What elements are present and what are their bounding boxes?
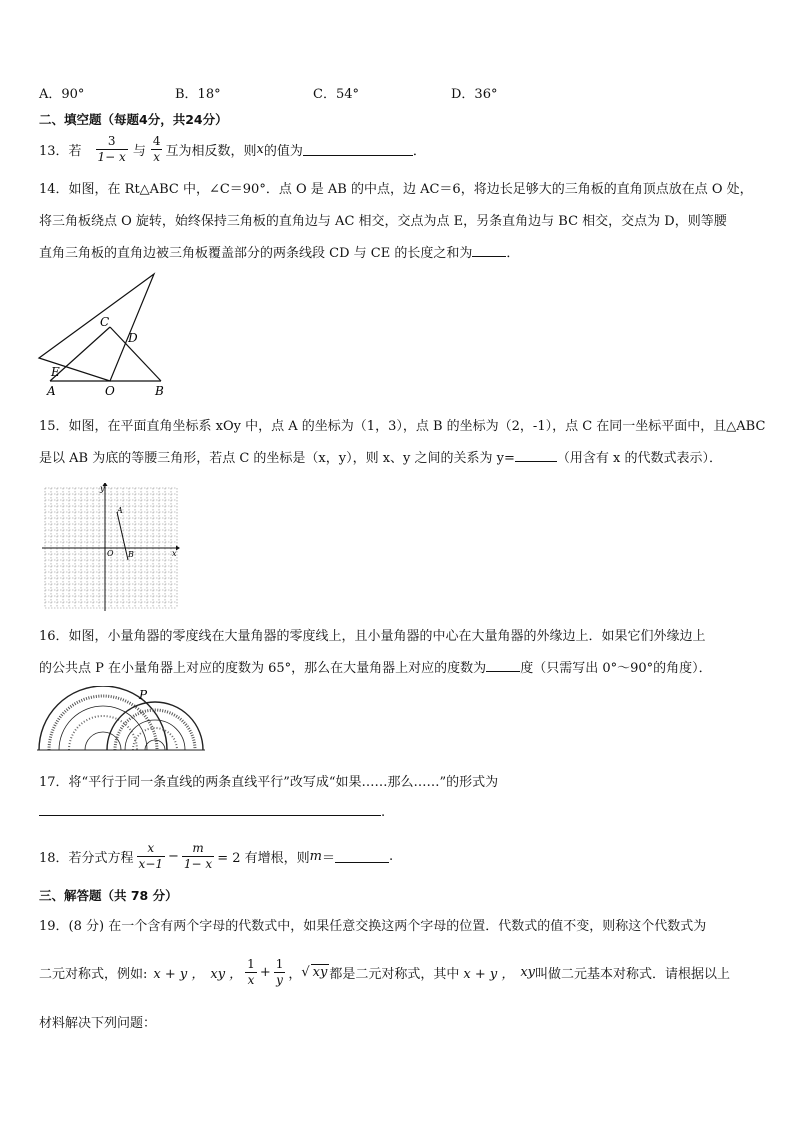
- label-o: O: [105, 384, 115, 398]
- q13-f2-den: x: [153, 149, 161, 164]
- large-protractor-inner-scale: [69, 716, 137, 750]
- label-c: C: [100, 315, 110, 329]
- q16-protractor-figure: [37, 686, 207, 752]
- q19-comma: ，: [288, 966, 302, 982]
- label-x: x: [172, 549, 177, 558]
- q13-number: 13．若: [39, 143, 82, 159]
- q14-line-2: 将三角板绕点 O 旋转，始终保持三角板的直角边与 AC 相交，交点为点 E，另条直角边与 BC 相交，交点为 D，则等腰: [39, 214, 727, 229]
- q18-answer-blank[interactable]: [335, 850, 389, 863]
- q19-line-2: [39, 952, 730, 992]
- q19-line-1: 19．(8 分) 在一个含有两个字母的代数式中，如果任意交换这两个字母的位置．代数式的值不变，则称这个代数式为: [39, 919, 707, 934]
- label-y: y: [100, 484, 105, 493]
- q18-eq: ＝: [321, 850, 335, 866]
- q19-l2-x-plus-y-2: x + y ，: [463, 966, 515, 982]
- q19-f1-den: x: [247, 972, 255, 987]
- q17-text: 17．将“平行于同一条直线的两条直线平行”改写成“如果……那么……”的形式为: [39, 775, 499, 790]
- q19-l2-xy: xy ，: [210, 966, 243, 982]
- q19-l2-end: 叫做二元基本对称式．请根据以上: [535, 966, 731, 982]
- q13-rest: 互为相反数，则: [165, 143, 257, 159]
- q17-end: .: [381, 805, 386, 820]
- option-d: D．36°: [451, 87, 498, 102]
- question-13: [39, 129, 426, 169]
- q18-number: 18．若分式方程: [39, 850, 134, 866]
- q17-answer-line: [39, 803, 385, 820]
- q16-answer-blank[interactable]: [486, 659, 520, 672]
- q18-var: m: [309, 848, 322, 864]
- label-a: A: [117, 506, 123, 515]
- q14-answer-blank[interactable]: [472, 244, 506, 257]
- q18-f2-den: 1− x: [183, 856, 213, 871]
- section-heading-fill-in: 二、填空题（每题4分，共24分）: [39, 112, 228, 127]
- x-axis-arrow: [176, 546, 180, 551]
- q18-minus: −: [168, 848, 179, 864]
- q15-answer-blank[interactable]: [515, 449, 557, 462]
- q18-f1-num: x: [137, 841, 165, 857]
- q14-triangle-figure: [30, 270, 180, 400]
- q14-line-3-text: 直角三角板的直角边被三角板覆盖部分的两条线段 CD 与 CE 的长度之和为: [39, 246, 473, 261]
- q14-line-3: [39, 242, 519, 261]
- q13-fraction-1: [96, 134, 128, 165]
- q13-f1-num: 3: [96, 134, 128, 150]
- q13-f2-num: 4: [152, 133, 161, 148]
- q13-rest2: 的值为: [263, 143, 303, 159]
- q15-line-2-end: （用含有 x 的代数式表示）．: [556, 451, 723, 466]
- option-a: A．90°: [39, 87, 85, 102]
- q17-answer-blank[interactable]: [39, 803, 381, 816]
- question-18: [39, 836, 393, 876]
- label-e: E: [51, 365, 60, 379]
- section-heading-solutions: 三、解答题（共 78 分）: [39, 888, 178, 903]
- q19-f2-num: 1: [275, 956, 284, 971]
- label-o: O: [107, 549, 114, 558]
- q15-line-1: 15．如图，在平面直角坐标系 xOy 中，点 A 的坐标为（1，3），点 B 的坐标为（2，-1），点 C 在同一坐标平面中，且△ABC: [39, 419, 766, 434]
- q16-line-1: 16．如图，小量角器的零度线在大量角器的零度线上，且小量角器的中心在大量角器的外缘边上．如果它们外缘边上: [39, 629, 706, 644]
- option-b: B．18°: [175, 87, 221, 102]
- q13-answer-blank[interactable]: [303, 143, 413, 156]
- q19-radicand: xy: [312, 965, 328, 980]
- q19-f1-num: 1: [247, 956, 255, 971]
- q19-line-3: 材料解决下列问题：: [39, 1016, 157, 1031]
- q19-plus: +: [259, 964, 271, 980]
- q18-f2-num: m: [182, 841, 214, 857]
- q19-l2-xy-2: xy: [520, 964, 536, 980]
- q13-end: ．: [412, 143, 426, 159]
- q15-coordinate-grid: [42, 483, 180, 613]
- q16-line-2: [39, 657, 712, 676]
- sqrt-symbol: √: [301, 964, 310, 980]
- q13-mid: 与: [132, 143, 146, 159]
- q19-fraction-2: [274, 957, 286, 988]
- q19-fraction-1: [245, 957, 257, 988]
- q18-rest: = 2 有增根，则: [217, 850, 310, 866]
- q13-f1-den: 1− x: [97, 149, 126, 164]
- label-b: B: [155, 384, 164, 398]
- q14-line-1: 14．如图，在 Rt△ABC 中，∠C＝90°．点 O 是 AB 的中点，边 AC＝6，将边长足够大的三角板的直角顶点放在点 O 处，: [39, 182, 753, 197]
- q15-line-2: [39, 447, 722, 466]
- q19-l2-text: 都是二元对称式，其中: [329, 966, 460, 982]
- q18-f1-den: x−1: [138, 856, 164, 871]
- q18-fraction-2: [182, 841, 214, 872]
- label-d: D: [128, 331, 138, 345]
- label-p: P: [139, 688, 148, 702]
- q13-var: x: [256, 141, 264, 157]
- q19-l2-intro: 二元对称式，例如:: [39, 966, 148, 982]
- label-b: B: [128, 550, 134, 559]
- small-protractor-scale: [115, 710, 195, 750]
- q19-f2-den: y: [276, 972, 283, 987]
- q19-l2-x-plus-y: x + y ，: [153, 966, 205, 982]
- q15-line-2-text: 是以 AB 为底的等腰三角形，若点 C 的坐标是（x，y），则 x、y 之间的关系为 y=: [39, 451, 515, 466]
- q18-fraction-1: [137, 841, 165, 872]
- option-c: C．54°: [313, 87, 359, 102]
- q18-end: .: [388, 848, 394, 864]
- label-a: A: [47, 384, 56, 398]
- q16-line-2-end: 度（只需写出 0°～90°的角度）．: [520, 661, 712, 676]
- q16-line-2-text: 的公共点 P 在小量角器上对应的度数为 65°，那么在大量角器上对应的度数为: [39, 661, 487, 676]
- q14-end: ．: [506, 246, 520, 261]
- q13-fraction-2: [151, 134, 163, 165]
